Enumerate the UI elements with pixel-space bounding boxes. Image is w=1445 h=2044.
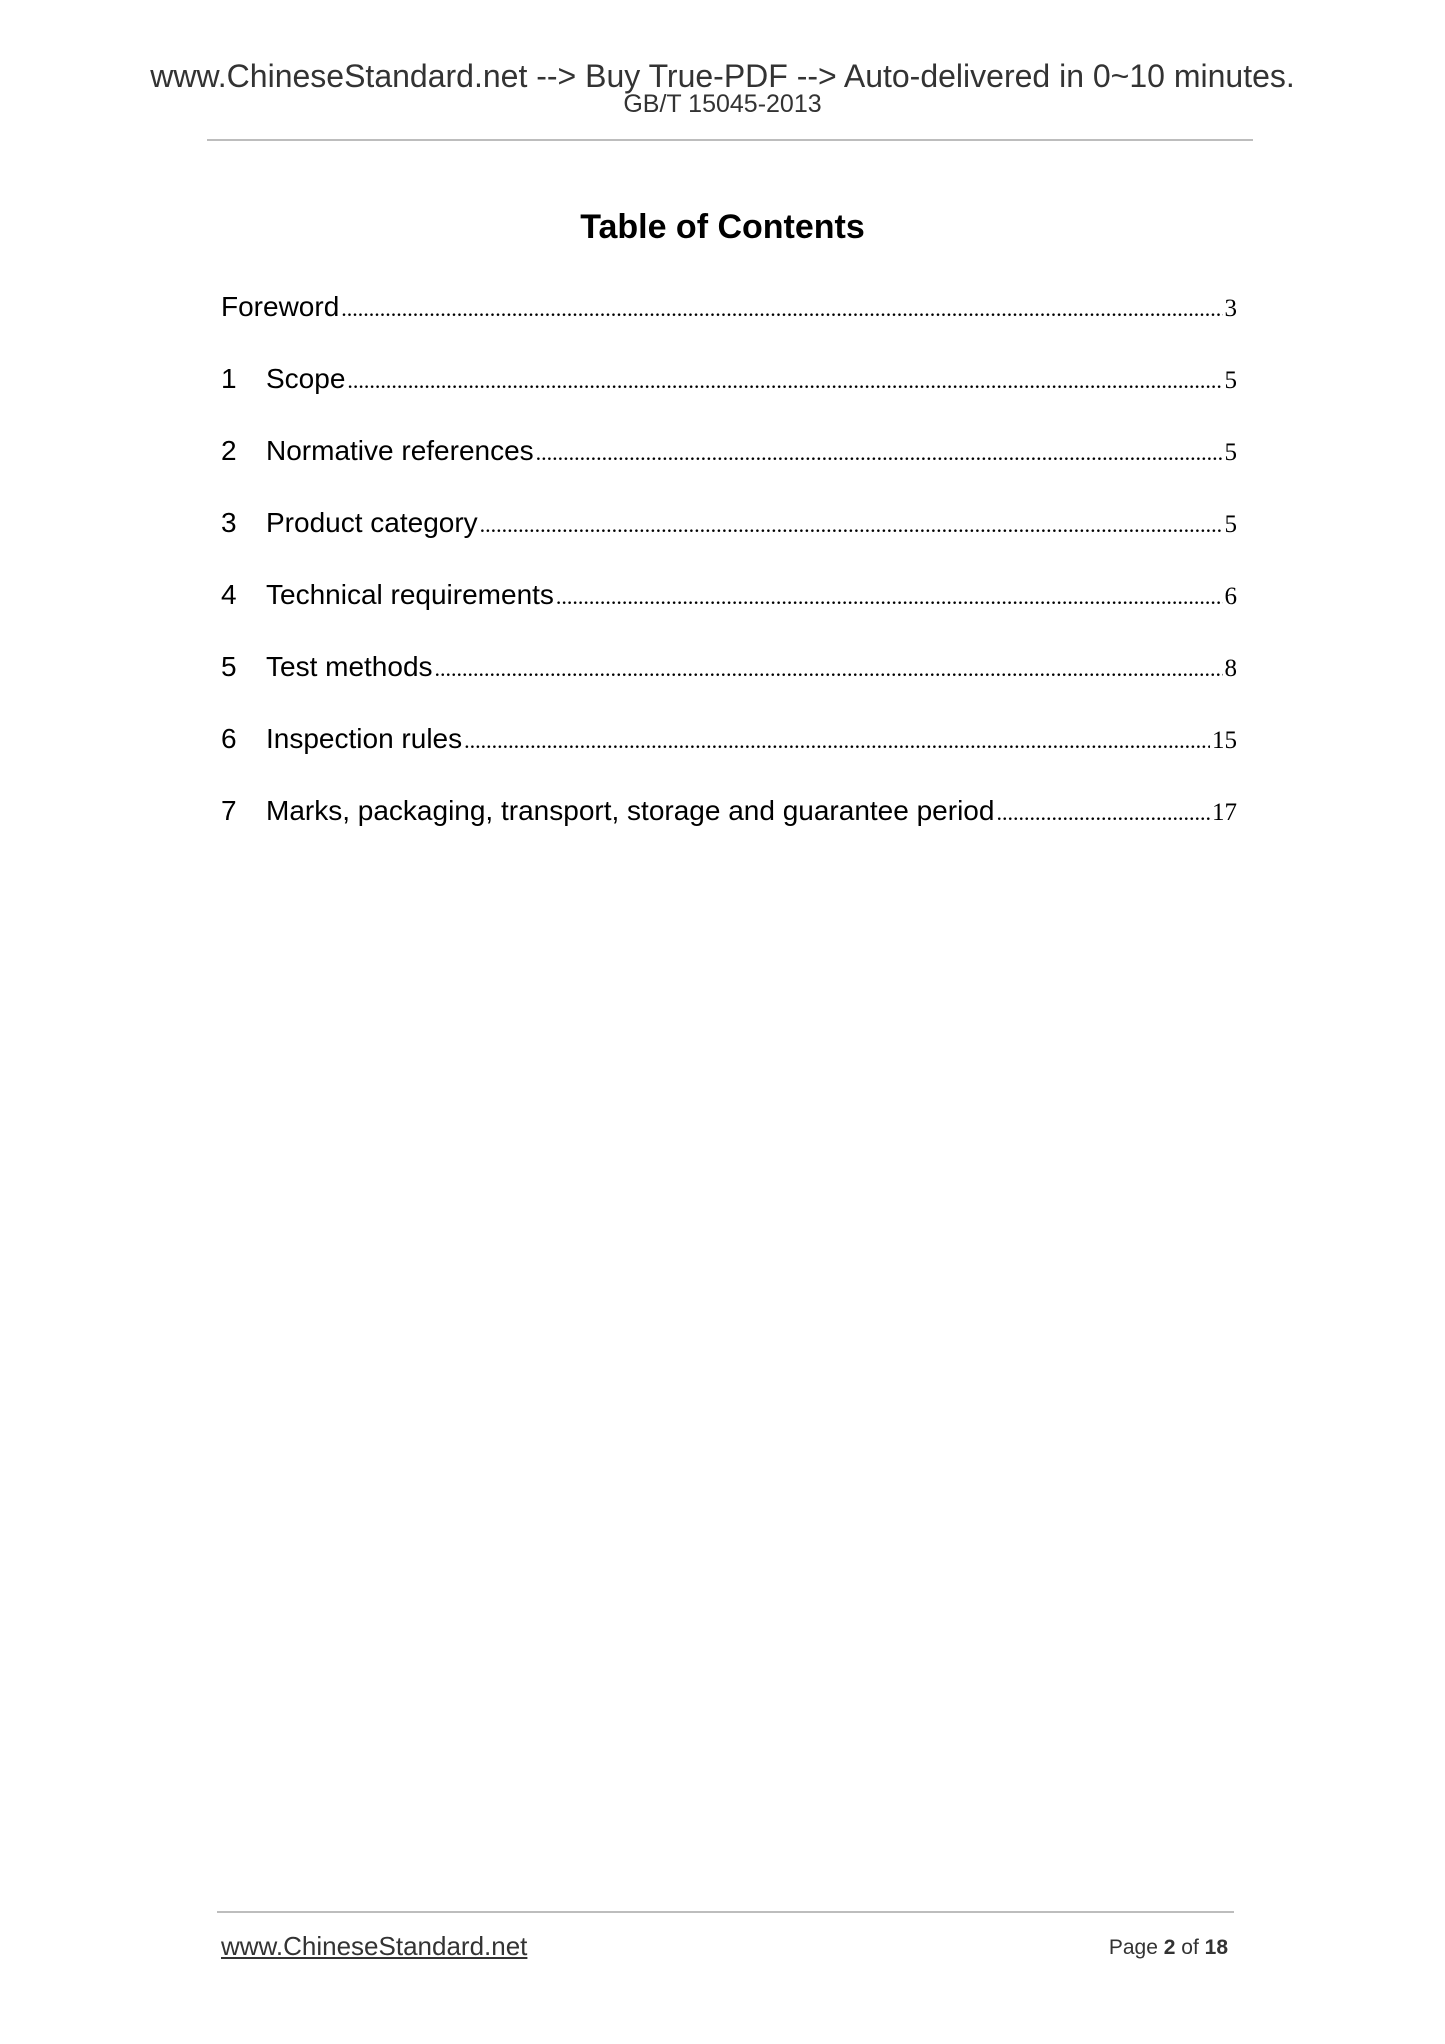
toc-dot-leader [464,721,1210,761]
toc-entry-product-category[interactable] [221,503,1237,575]
toc-dot-leader [347,361,1222,401]
toc-dot-leader [556,577,1223,617]
toc-entry-test-methods[interactable] [221,647,1237,719]
toc-entry-number: 6 [221,723,237,754]
page-label: Page [1108,1936,1158,1959]
toc-entry-title: Inspection rules [266,723,463,754]
toc-entry-page: 17 [1212,799,1237,826]
toc-entry-normative-references[interactable] [221,431,1237,503]
toc-entry-scope[interactable] [221,359,1237,431]
toc-entry-page: 5 [1224,367,1237,394]
header-divider [207,139,1253,141]
footer-divider [217,1911,1234,1913]
toc-entry-number: 7 [221,795,237,826]
toc-entry-title: Scope [266,363,346,394]
header-banner: www.ChineseStandard.net --> Buy True-PDF --> Auto-delivered in 0~10 minutes. [150,58,1295,94]
toc-entry-page: 5 [1224,511,1237,538]
toc-entry-page: 3 [1224,295,1237,322]
toc-entry-number: 1 [221,363,237,394]
standard-code: GB/T 15045-2013 [623,90,822,118]
toc-entry-title: Test methods [266,651,433,682]
toc-entry-technical-requirements[interactable] [221,575,1237,647]
toc-dot-leader [480,505,1223,545]
toc-dot-leader [435,649,1223,689]
toc-entry-title: Technical requirements [266,579,554,610]
toc-entry-number: 3 [221,507,237,538]
current-page-number: 2 [1163,1936,1176,1959]
toc-entry-title: Marks, packaging, transport, storage and guarantee period [266,795,995,826]
toc-entry-title: Product category [266,507,478,538]
toc-entry-number: 5 [221,651,237,682]
footer-website-link[interactable]: www.ChineseStandard.net [221,1931,528,1961]
page-of-label: of [1181,1936,1199,1959]
toc-entry-title: Foreword [221,291,340,322]
toc-entry-page: 15 [1212,727,1237,754]
page-title: Table of Contents [580,208,865,246]
toc-entry-number: 2 [221,435,237,466]
toc-entry-page: 5 [1224,439,1237,466]
toc-entry-foreword[interactable] [221,287,1237,359]
total-pages-number: 18 [1204,1936,1228,1959]
toc-dot-leader [536,433,1223,473]
toc-dot-leader [341,289,1222,329]
toc-entry-inspection-rules[interactable] [221,719,1237,791]
toc-entry-title: Normative references [266,435,534,466]
toc-entry-number: 4 [221,579,237,610]
toc-entry-page: 6 [1224,583,1237,610]
toc-entry-marks-packaging[interactable] [221,791,1237,863]
toc-entry-page: 8 [1224,655,1237,682]
page-number [1109,1934,1228,1962]
table-of-contents [221,287,1237,863]
toc-dot-leader [996,793,1210,833]
